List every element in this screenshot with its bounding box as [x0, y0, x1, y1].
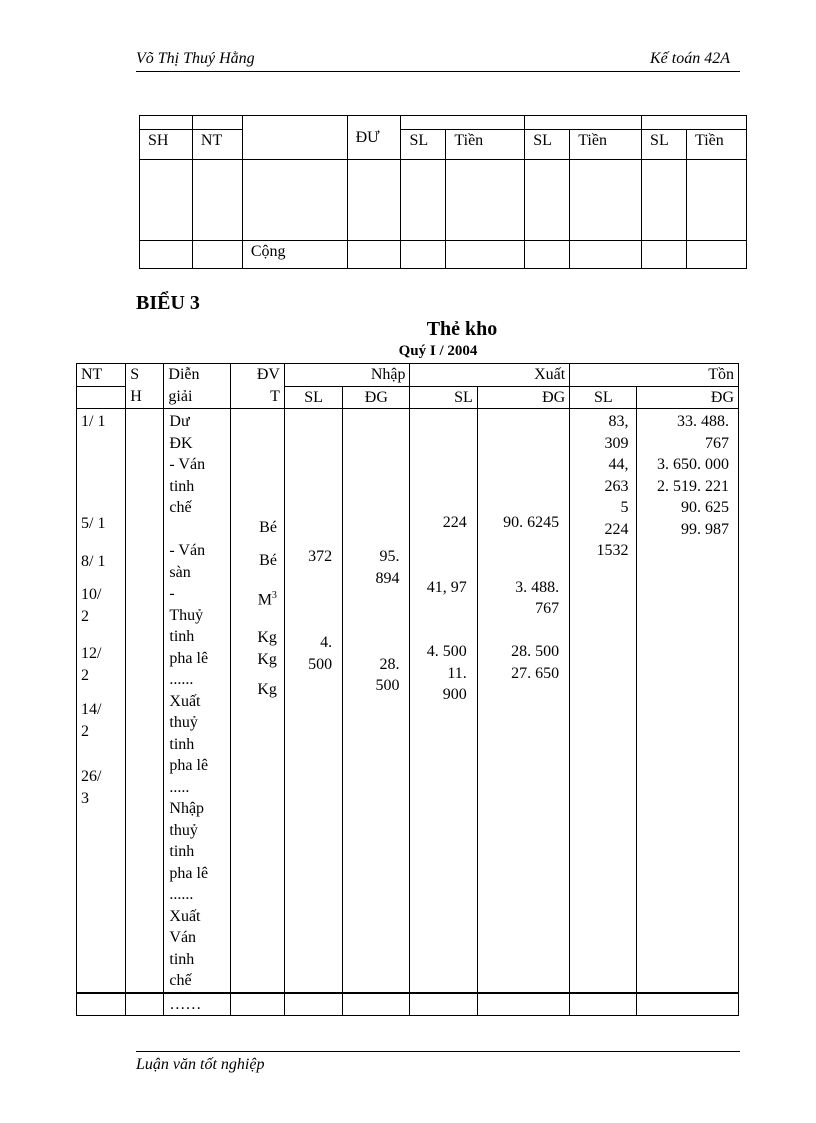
sh-header: S H [126, 364, 164, 409]
ton-sl-header: SL [570, 386, 637, 409]
nt-date: 12/ 2 [81, 645, 102, 684]
ton-sl-column: 83, 309 44, 263 5 224 1532 [570, 409, 637, 993]
xuat-sl-header: SL [410, 386, 477, 409]
nt-column [77, 409, 126, 993]
sh-header: SH [140, 130, 193, 160]
sl-header-1: SL [401, 130, 446, 160]
dien-giai-column: Dư ĐK - Ván tinh chế - Ván sàn - Thuỷ tinh pha lê ...... Xuất thuỷ tinh pha lê ..... Nhập thuỷ tinh pha lê ...... Xuất Ván tinh chế [164, 409, 230, 993]
dvt-value: Kg [257, 681, 277, 698]
ton-header: Tồn [570, 364, 739, 387]
nt-header: NT [192, 130, 242, 160]
total-label: Cộng [242, 241, 347, 269]
nt-header: NT [77, 364, 126, 387]
nt-date: 1/ 1 [81, 413, 106, 430]
dien-giai-header: Diễn giải [164, 364, 230, 409]
sl-header-3: SL [642, 130, 687, 160]
sl-header-2: SL [525, 130, 570, 160]
ton-dg-column: 33. 488. 767 3. 650. 000 2. 519. 221 90. 625 99. 987 [637, 409, 739, 993]
ton-dg-header: ĐG [637, 386, 739, 409]
footer-rule [136, 1051, 740, 1052]
tien-header-3: Tiền [686, 130, 746, 160]
tien-header-1: Tiền [446, 130, 525, 160]
nhap-dg-header: ĐG [343, 386, 410, 409]
nhap-dg-column: 95. 894 28. 500 [343, 409, 410, 993]
tien-header-2: Tiền [570, 130, 642, 160]
xuat-sl-column: 224 41, 97 4. 500 11. 900 [410, 409, 477, 993]
dvt-value: Kg [257, 629, 277, 646]
dvt-column [230, 409, 284, 993]
nhap-header: Nhập [284, 364, 410, 387]
footer-text: Luận văn tốt nghiệp [136, 1056, 265, 1073]
nt-date: 26/ 3 [81, 768, 102, 807]
section-label: BIỂU 3 [136, 292, 200, 314]
nt-date: 14/ 2 [81, 701, 102, 740]
dvt-value: Bé [259, 552, 277, 569]
stock-card-table [76, 363, 739, 1016]
nt-date: 5/ 1 [81, 515, 106, 532]
top-ledger-table [139, 115, 747, 269]
du-header: ĐƯ [347, 116, 401, 160]
dvt-value: $M^3$ [257, 590, 277, 609]
dvt-header: ĐV T [230, 364, 284, 409]
class-name: Kế toán 42A [650, 50, 730, 67]
dvt-value: Kg [257, 651, 277, 668]
nt-date: 8/ 1 [81, 553, 106, 570]
nhap-sl-header: SL [284, 386, 342, 409]
xuat-header: Xuất [410, 364, 570, 387]
nhap-sl-column: 372 4. 500 [284, 409, 342, 993]
header-rule [136, 71, 740, 72]
xuat-dg-column: 90. 6245 3. 488. 767 28. 500 27. 650 [477, 409, 569, 993]
dvt-value: Bé [259, 519, 277, 536]
author-name: Võ Thị Thuý Hằng [136, 50, 255, 67]
card-subtitle: Quý I / 2004 [398, 343, 478, 359]
last-row-ellipsis: …… [164, 993, 230, 1016]
xuat-dg-header: ĐG [477, 386, 569, 409]
card-title: Thẻ kho [426, 318, 498, 340]
nt-date: 10/ 2 [81, 586, 102, 625]
